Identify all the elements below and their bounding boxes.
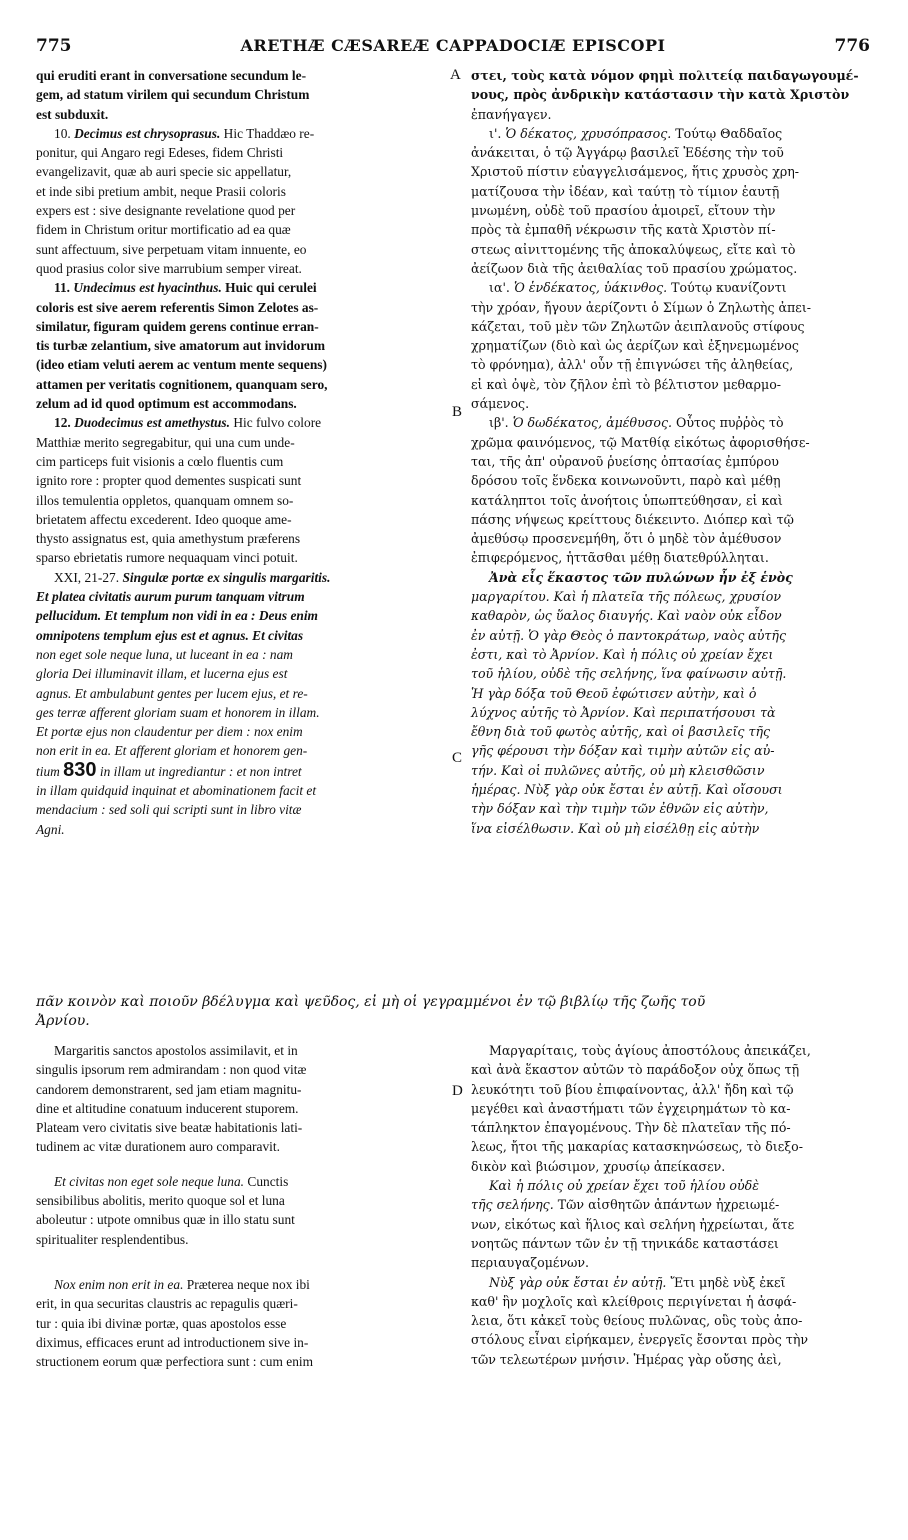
latin-verse-line: non erit in ea. Et afferent gloriam et honorem gen- xyxy=(36,743,308,759)
latin-line: singulis ipsorum rem admirandam : non quod vitæ xyxy=(36,1062,307,1078)
latin-line: zelum ad id quod optimum est accommodans. xyxy=(36,396,297,412)
latin-line: fidem in Christum oritur mortificatio ad ea quæ xyxy=(36,222,291,238)
greek-line: Χριστοῦ πίστιν εὐαγγελισάμενος, ἥτις χρυσὸς χρη- xyxy=(471,164,800,180)
latin-verse-line: Et platea civitatis aurum purum tanquam vitrum xyxy=(36,589,305,605)
latin-verse-line: omnipotens templum ejus est et agnus. Et civitas xyxy=(36,627,304,643)
latin-line: diximus, efficaces erunt ad introductionem sive in- xyxy=(36,1334,309,1350)
latin-text: tium xyxy=(36,763,60,779)
page-header xyxy=(36,36,870,60)
greek-line: ἀείζωον διὰ τῆς ἀειθαλίας τοῦ πρασίου χρώματος. xyxy=(471,260,798,276)
latin-paragraph-10 xyxy=(36,124,446,143)
greek-verse-line: ἐν αὐτῇ. Ὁ γὰρ Θεὸς ὁ παντοκράτωρ, ναὸς αὐτῆς xyxy=(471,627,786,643)
latin-paragraph-12 xyxy=(36,413,446,432)
greek-line: καθ' ἣν μοχλοῖς καὶ κλείθροις περιγίνεται ἡ ἀσφά- xyxy=(471,1293,797,1309)
margin-marker-c: C xyxy=(452,750,463,766)
greek-column-upper xyxy=(471,66,877,838)
greek-text: Τούτῳ Θαδδαῖος xyxy=(675,125,783,141)
latin-verse-line: ges terræ afferent gloriam suam et honorem in illam. xyxy=(36,704,320,720)
latin-line: similatur, figuram quidem gerens continue erran- xyxy=(36,318,319,334)
greek-line: ἀνάκειται, ὁ τῷ Ἀγγάρῳ βασιλεῖ Ἐδέσης τὴν τοῦ xyxy=(471,145,784,161)
greek-line: νοητῶς πάντων τῶν ἐν τῇ τηνικάδε καταστάσει xyxy=(471,1235,779,1251)
page-number-left: 775 xyxy=(36,36,72,56)
latin-line: coloris est sive aerem referentis Simon Zelotes as- xyxy=(36,299,319,315)
paragraph-heading: Ὁ δέκατος, χρυσόπρασος. xyxy=(505,125,672,141)
greek-line: στεως αἰνιττομένης τῆς ἀποκαλύψεως, εἴτε καὶ τὸ xyxy=(471,241,796,257)
paragraph-number: 10. xyxy=(54,125,71,141)
latin-line: spiritualiter resplendentibus. xyxy=(36,1231,189,1247)
column-number: 830 xyxy=(63,758,97,781)
greek-line: πρὸς τὰ ἐμπαθῆ νέκρωσιν τῆς κατὰ Χριστὸν πί- xyxy=(471,222,776,238)
greek-nox-paragraph xyxy=(471,1273,877,1292)
paragraph-heading: Undecimus est hyacinthus. xyxy=(73,280,222,296)
paragraph-heading: Ὁ δωδέκατος, ἀμέθυσος. xyxy=(512,415,673,431)
margin-marker-a: A xyxy=(450,67,461,83)
latin-line: quod prasius color sive marrubium semper vireat. xyxy=(36,260,302,276)
greek-line: στει, τοὺς κατὰ νόμον φημὶ πολιτείᾳ παιδαγωγουμέ- xyxy=(471,68,859,83)
paragraph-number: ια'. xyxy=(489,280,510,296)
greek-verse-line: τήν. Καὶ οἱ πυλῶνες αὐτῆς, οὐ μὴ κλεισθῶσιν xyxy=(471,762,765,778)
latin-line: cim particeps fuit visionis a cœlo fluentis cum xyxy=(36,453,284,469)
greek-verse-line: ἵνα εἰσέλθωσιν. Καὶ οὐ μὴ εἰσέλθῃ εἰς αὐτὴν xyxy=(471,820,760,836)
greek-paragraph-12 xyxy=(471,413,877,432)
latin-line: tur : quia ibi divinæ portæ, quas apostolos esse xyxy=(36,1315,287,1331)
paragraph-number: ιβ'. xyxy=(489,415,509,431)
greek-verse-line: Ἀνὰ εἷς ἕκαστος τῶν πυλώνων ἦν ἐξ ἑνὸς xyxy=(489,569,793,585)
greek-line: Μαργαρίταις, τοὺς ἁγίους ἀποστόλους ἀπεικάζει, xyxy=(489,1043,811,1058)
greek-line: χρηματίζων (διὸ καὶ ὡς ἀερίζων καὶ ἐξηνεμωμένος xyxy=(471,338,799,354)
greek-verse-line: ἡμέρας. Νὺξ γὰρ οὐκ ἔσται ἐν αὐτῇ. Καὶ οἴσουσι xyxy=(471,781,783,797)
greek-verse-line: Ἡ γὰρ δόξα τοῦ Θεοῦ ἐφώτισεν αὐτὴν, καὶ ὁ xyxy=(471,685,757,701)
greek-line: δρόσου τοῖς ἕνδεκα κοινωνοῦντι, παρὸ καὶ μέθῃ xyxy=(471,473,781,489)
greek-line: τάπληκτον ἐπαγομένους. Τὴν δὲ πλατεῖαν τῆς πό- xyxy=(471,1120,791,1136)
latin-line: thysto assignatus est, quia amethystum præferens xyxy=(36,531,301,547)
greek-full-width-text xyxy=(36,993,876,1032)
greek-line: σάμενος. xyxy=(471,396,530,412)
latin-verse-line: mendacium : sed soli qui scripti sunt in libro vitæ xyxy=(36,802,302,818)
latin-line: ignito rore : propter quod dementes suspicati sunt xyxy=(36,473,302,489)
paragraph-number: 12. xyxy=(54,415,71,431)
greek-line: πάσης νήψεως κρείττους διέκειντο. Διόπερ καὶ τῷ xyxy=(471,511,794,527)
greek-text: Ἔτι μηδὲ νὺξ ἐκεῖ xyxy=(670,1274,786,1290)
latin-line: sensibilibus abolitis, merito quoque sol et luna xyxy=(36,1193,285,1209)
paragraph-number: ι'. xyxy=(489,125,502,141)
latin-verse-line: in illam quidquid inquinat et abominationem facit et xyxy=(36,782,317,798)
latin-verse-line: pellucidum. Et templum non vidi in ea : Deus enim xyxy=(36,608,318,624)
greek-verse-line: καθαρὸν, ὡς ὕαλος διαυγής. Καὶ ναὸν οὐκ εἶδον xyxy=(471,608,782,624)
greek-line: δικὸν καὶ βιώσιμον, χρυσίῳ ἀπείκασεν. xyxy=(471,1158,726,1174)
latin-line: est subduxit. xyxy=(36,106,109,122)
greek-line: κάζεται, τοῦ μὲν τῶν Ζηλωτῶν ἀειπλανοῦς στίφους xyxy=(471,318,805,334)
latin-line: et inde sibi pretium ambit, neque Prasii coloris xyxy=(36,183,286,199)
greek-line: τὸ φρόνημα), ἀλλ' οὖν τῇ ἐπιγνώσει τῆς ἀληθείας, xyxy=(471,357,794,373)
running-title: ARETHÆ CÆSAREÆ CAPPADOCIÆ EPISCOPI xyxy=(240,36,666,55)
verse-reference: XXI, 21-27. xyxy=(54,569,120,585)
greek-paragraph-heading: Καὶ ἡ πόλις οὐ χρείαν ἔχει τοῦ ἡλίου οὐδὲ xyxy=(489,1178,759,1194)
greek-line: ἐπανήγαγεν. xyxy=(471,106,552,122)
greek-line: λευκότητι τοῦ βίου ἐπιφαίνοντας, ἀλλ' ἤδη καὶ τῷ xyxy=(471,1081,794,1097)
latin-line: dine et altitudine conatuum inducerent stuporem. xyxy=(36,1100,299,1116)
latin-civitas-paragraph xyxy=(36,1172,446,1191)
greek-line: καὶ ἀνὰ ἕκαστον αὐτῶν τὸ παράδοξον οὐχ ὅπως τῇ xyxy=(471,1062,800,1078)
latin-text: Præterea neque nox ibi xyxy=(186,1276,310,1292)
greek-line: χρῶμα φαινόμενος, τῷ Ματθίᾳ εἰκότως ἀφορισθήσε- xyxy=(471,434,810,450)
greek-line: ἀμεθύσῳ προσενεμήθη, ὅτι ὁ μηδὲ τὸν ἀμέθυσον xyxy=(471,531,782,547)
paragraph-heading: Duodecimus est amethystus. xyxy=(74,415,230,431)
latin-text: Huic qui cerulei xyxy=(225,280,317,296)
latin-verse-line: gloria Dei illuminavit illam, et lucerna ejus est xyxy=(36,666,288,682)
paragraph-heading: Et civitas non eget sole neque luna. xyxy=(54,1173,245,1189)
greek-verse-line: γῆς φέρουσι τὴν δόξαν καὶ τιμὴν αὐτῶν εἰς αὐ- xyxy=(471,743,775,759)
greek-column-lower xyxy=(471,1041,877,1369)
greek-verse-line: μαργαρίτου. Καὶ ἡ πλατεῖα τῆς πόλεως, χρυσίον xyxy=(471,589,781,605)
latin-line: erit, in qua securitas claustris ac repagulis quæri- xyxy=(36,1296,298,1312)
latin-line: ponitur, qui Angaro regi Edeses, fidem Christi xyxy=(36,145,284,161)
latin-line: tudinem ac vitæ durationem auro comparavit. xyxy=(36,1139,280,1155)
greek-line: νους, πρὸς ἀνδρικὴν κατάστασιν τὴν κατὰ Χριστὸν xyxy=(471,87,850,103)
latin-nox-paragraph xyxy=(36,1275,446,1294)
spacer xyxy=(36,1157,446,1172)
greek-line: ἐπιφερόμενος, ἡττᾶσθαι μέθῃ διατεθρύλληται. xyxy=(471,550,769,566)
greek-line: λεια, ὅτι κἀκεῖ τοὺς θείους πυλῶνας, οὓς τοὺς ἀπο- xyxy=(471,1313,803,1329)
paragraph-heading: τῆς σελήνης. xyxy=(471,1197,554,1213)
greek-text: Τούτῳ κυανίζοντι xyxy=(671,280,787,296)
greek-line: τῶν τελεωτέρων μνήσιν. Ἡμέρας γὰρ οὔσης ἀεὶ, xyxy=(471,1351,782,1367)
paragraph-heading: Nox enim non erit in ea. xyxy=(54,1276,184,1292)
latin-paragraph-11 xyxy=(36,278,446,297)
latin-line: structionem eorum quæ perfectiora sunt : cum enim xyxy=(36,1354,314,1370)
greek-verse-line: ἔθνη διὰ τοῦ φωτὸς αὐτῆς, καὶ οἱ βασιλεῖς τῆς xyxy=(471,724,771,740)
latin-line: evangelizavit, quæ ab auri specie sic appellatur, xyxy=(36,164,292,180)
latin-verse-heading xyxy=(36,568,446,587)
greek-line: εἰ καὶ ὀψὲ, τὸν ζῆλον ἐπὶ τὸ βέλτιστον μεθαρμο- xyxy=(471,376,782,392)
latin-line: illos temulentia oppletos, quanquam omnem so- xyxy=(36,492,294,508)
latin-line: qui eruditi erant in conversatione secundum le- xyxy=(36,68,307,83)
greek-line: τὴν χρόαν, ἤγουν ἀερίζοντι ὁ Σίμων ὁ Ζηλωτὴς ἀπει- xyxy=(471,299,812,315)
latin-text: Cunctis xyxy=(247,1173,289,1189)
verse-text: Singulæ portæ ex singulis margaritis. xyxy=(122,569,331,585)
greek-line: ται, τῆς ἀπ' οὐρανοῦ ῥυείσης ὀπτασίας ἐμπύρου xyxy=(471,453,779,469)
greek-paragraph-10 xyxy=(471,124,877,143)
latin-verse-line: agnus. Et ambulabunt gentes per lucem ejus, et re- xyxy=(36,685,308,701)
greek-verse-line: ἐστι, καὶ τὸ Ἀρνίον. Καὶ ἡ πόλις οὐ χρείαν ἔχει xyxy=(471,646,774,662)
greek-verse-line: τοῦ ἡλίου, οὐδὲ τῆς σελήνης, ἵνα φαίνωσιν αὐτῇ. xyxy=(471,666,787,682)
greek-line: κατάληπτοι τοῖς ἀνοήτοις ὑπωπτεύθησαν, εἰ καὶ xyxy=(471,492,783,508)
spacer xyxy=(36,1249,446,1275)
latin-text: in illam ut ingrediantur : et non intret xyxy=(99,763,302,779)
latin-line: sparso ebrietatis rumore nequaquam vinci potuit. xyxy=(36,550,298,566)
latin-line: gem, ad statum virilem qui secundum Christum xyxy=(36,87,310,103)
latin-column-lower xyxy=(36,1041,446,1371)
greek-line: ματίζουσα τὴν ἰδέαν, καὶ ταύτῃ τὸ τίμιον ἑαυτῇ xyxy=(471,183,780,199)
greek-line: περιαυγαζομένων. xyxy=(471,1255,590,1271)
greek-line: μεγέθει καὶ ἀναστήματι τῶν ἐγχειρημάτων τὸ κα- xyxy=(471,1100,791,1116)
latin-column-upper xyxy=(36,66,446,839)
greek-line: στόλους εἶναι εἰρήκαμεν, ἐνεργεῖς ἔσονται πρὸς τὴν xyxy=(471,1332,809,1348)
latin-text: Hic Thaddæo re- xyxy=(223,125,315,141)
paragraph-heading: Decimus est chrysoprasus. xyxy=(74,125,221,141)
latin-text: Hic fulvo colore xyxy=(233,415,322,431)
latin-verse-line xyxy=(36,758,446,781)
latin-line: (ideo etiam veluti aerem ac ventum mente sequens) xyxy=(36,357,327,373)
greek-paragraph-11 xyxy=(471,278,877,297)
latin-line: Plateam vero civitatis sive beatæ habitationis lati- xyxy=(36,1120,303,1136)
greek-full-line: Ἀρνίου. xyxy=(36,1013,90,1030)
latin-line: brietatem affectu excederent. Ideo quoque ame- xyxy=(36,511,292,527)
greek-line: μνωμένη, οὐδὲ τοῦ πρασίου ἀμοιρεῖ, εἴτουν τὴν xyxy=(471,203,776,219)
margin-marker-b: B xyxy=(452,404,463,420)
margin-marker-d: D xyxy=(452,1083,463,1099)
latin-line: expers est : sive designante revelatione quod per xyxy=(36,203,296,219)
greek-text: Οὗτος πυῤῥὸς τὸ xyxy=(676,415,784,431)
greek-full-line: πᾶν κοινὸν καὶ ποιοῦν βδέλυγμα καὶ ψεῦδος, εἰ μὴ οἱ γεγραμμένοι ἐν τῷ βιβλίῳ τῆς ζωῆς τοῦ xyxy=(36,994,706,1010)
greek-verse-line: λύχνος αὐτῆς τὸ Ἀρνίον. Καὶ περιπατήσουσι τὰ xyxy=(471,704,776,720)
latin-line: candorem demonstrarent, sed jam etiam magnitu- xyxy=(36,1081,302,1097)
greek-verse-line: τὴν δόξαν καὶ τὴν τιμὴν τῶν ἐθνῶν εἰς αὐτὴν, xyxy=(471,801,769,817)
latin-line: Matthiæ merito segregabitur, qui una cum unde- xyxy=(36,434,295,450)
latin-line: tis turbæ zelantium, sive amatorum aut invidorum xyxy=(36,338,326,354)
latin-verse-line: non eget sole neque luna, ut luceant in ea : nam xyxy=(36,646,293,662)
latin-line: Margaritis sanctos apostolos assimilavit, et in xyxy=(54,1043,298,1058)
latin-line: attamen per veritatis cognitionem, quanquam sero, xyxy=(36,376,328,392)
page-number-right: 776 xyxy=(834,36,870,56)
latin-line: aboleutur : utpote omnibus quæ in illo statu sunt xyxy=(36,1212,295,1228)
latin-line: sunt affectuum, sive perpetuam vitam innuente, eo xyxy=(36,241,307,257)
paragraph-heading: Νὺξ γὰρ οὐκ ἔσται ἐν αὐτῇ. xyxy=(489,1274,667,1290)
greek-civitas-paragraph xyxy=(471,1195,877,1214)
paragraph-number: 11. xyxy=(54,280,70,296)
latin-verse-line: Agni. xyxy=(36,821,65,837)
greek-line: λεως, ἤτοι τῆς μακαρίας κατασκηνώσεως, τὸ διεξο- xyxy=(471,1139,804,1155)
paragraph-heading: Ὁ ἑνδέκατος, ὑάκινθος. xyxy=(513,280,668,296)
greek-text: Τῶν αἰσθητῶν ἁπάντων ἠχρειωμέ- xyxy=(557,1197,780,1213)
greek-line: νων, εἰκότως καὶ ἥλιος καὶ σελήνη ἠχρείωται, ἅτε xyxy=(471,1216,795,1232)
latin-verse-line: Et portæ ejus non claudentur per diem : nox enim xyxy=(36,724,303,740)
